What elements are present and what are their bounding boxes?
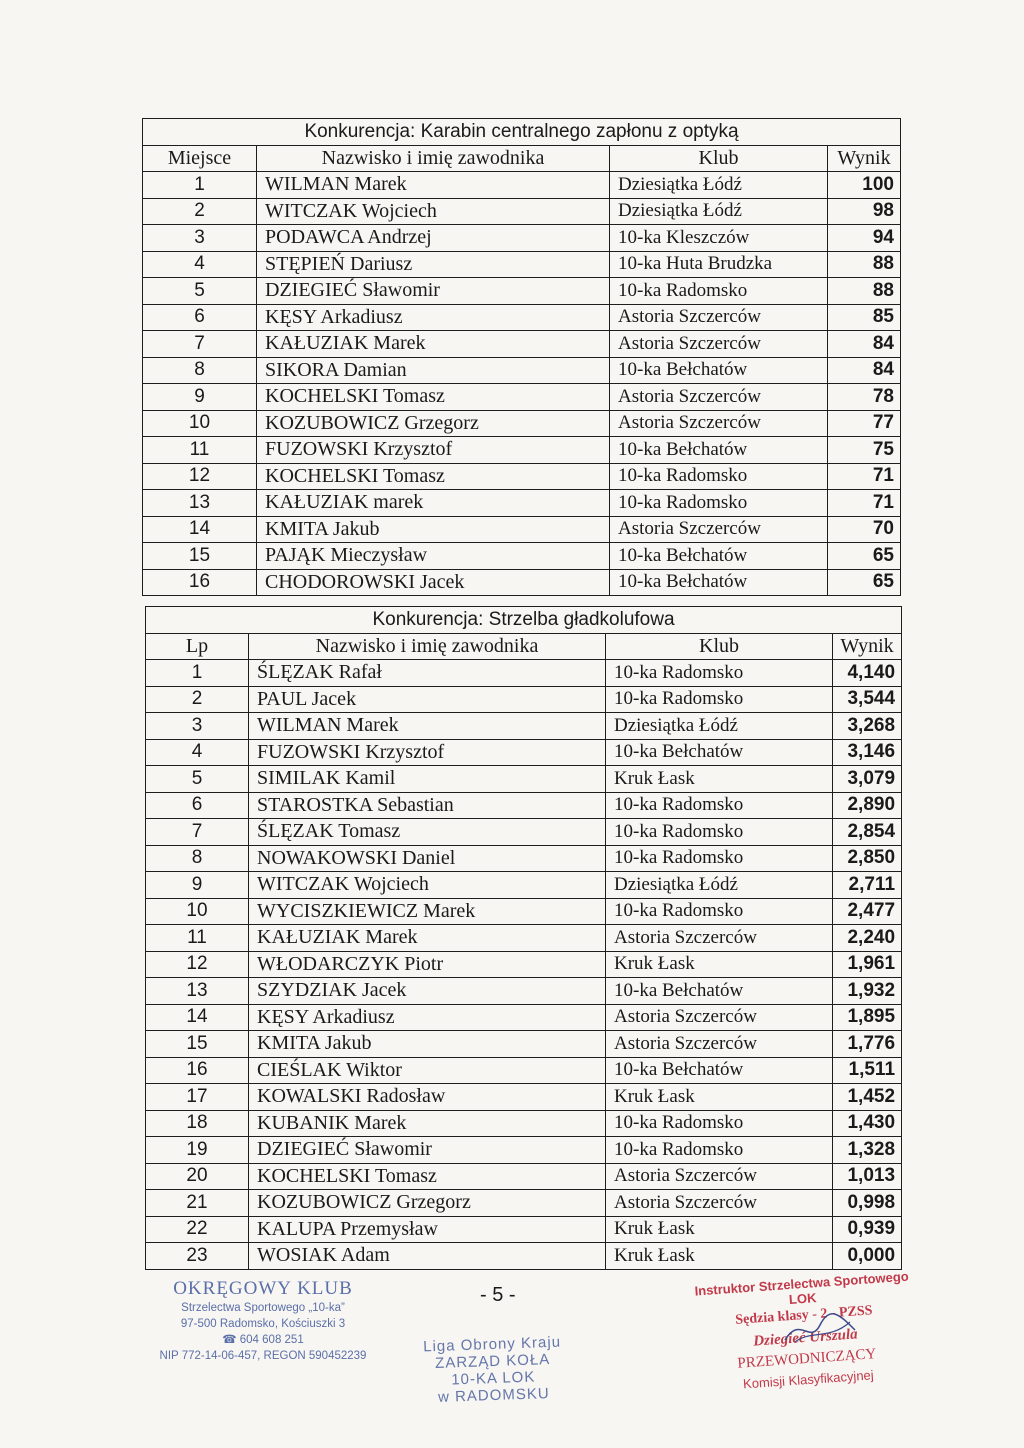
column-header-name: Nazwisko i imię zawodnika (257, 145, 610, 172)
cell-name: WŁODARCZYK Piotr (249, 951, 606, 978)
cell-club: Astoria Szczerców (606, 1004, 833, 1031)
table-row (143, 437, 901, 464)
cell-score: 78 (828, 384, 901, 411)
stamp-line: Komisji Klasyfikacyjnej (742, 1367, 875, 1392)
column-header-name: Nazwisko i imię zawodnika (249, 633, 606, 660)
stamp-line: w RADOMSKU (437, 1385, 550, 1406)
column-header-lp: Lp (146, 633, 249, 660)
cell-club: 10-ka Huta Brudzka (610, 251, 828, 278)
cell-score: 3,544 (833, 686, 902, 713)
table-row (143, 463, 901, 490)
table-row (146, 1137, 902, 1164)
table-row (143, 172, 901, 199)
cell-club: 10-ka Radomsko (606, 1137, 833, 1164)
cell-score: 1,511 (833, 1057, 902, 1084)
cell-score: 0,939 (833, 1216, 902, 1243)
cell-club: 10-ka Radomsko (606, 686, 833, 713)
cell-name: KAŁUZIAK Marek (249, 925, 606, 952)
cell-club: 10-ka Bełchatów (610, 543, 828, 570)
cell-rank: 4 (146, 739, 249, 766)
column-header-score: Wynik (828, 145, 901, 172)
cell-club: Dziesiątka Łódź (606, 713, 833, 740)
cell-score: 2,711 (833, 872, 902, 899)
table-row (146, 1163, 902, 1190)
cell-rank: 23 (146, 1243, 249, 1270)
cell-rank: 15 (146, 1031, 249, 1058)
table-row (143, 225, 901, 252)
table-row (146, 1057, 902, 1084)
cell-rank: 10 (146, 898, 249, 925)
cell-club: Kruk Łask (606, 1243, 833, 1270)
table-row (146, 951, 902, 978)
cell-name: NOWAKOWSKI Daniel (249, 845, 606, 872)
cell-club: Kruk Łask (606, 1216, 833, 1243)
table-row (146, 819, 902, 846)
cell-club: 10-ka Radomsko (610, 463, 828, 490)
cell-name: WILMAN Marek (249, 713, 606, 740)
cell-name: KOCHELSKI Tomasz (249, 1163, 606, 1190)
cell-club: Dziesiątka Łódź (606, 872, 833, 899)
cell-name: FUZOWSKI Krzysztof (249, 739, 606, 766)
cell-name: KOCHELSKI Tomasz (257, 384, 610, 411)
table-row (143, 304, 901, 331)
table-row (143, 516, 901, 543)
cell-name: WITCZAK Wojciech (257, 198, 610, 225)
cell-name: ŚLĘZAK Tomasz (249, 819, 606, 846)
cell-rank: 19 (146, 1137, 249, 1164)
cell-rank: 11 (146, 925, 249, 952)
cell-rank: 12 (143, 463, 257, 490)
cell-score: 1,932 (833, 978, 902, 1005)
cell-score: 2,854 (833, 819, 902, 846)
cell-score: 65 (828, 543, 901, 570)
cell-rank: 22 (146, 1216, 249, 1243)
cell-score: 85 (828, 304, 901, 331)
table-row (146, 792, 902, 819)
cell-name: SZYDZIAK Jacek (249, 978, 606, 1005)
cell-name: PODAWCA Andrzej (257, 225, 610, 252)
table-row (146, 872, 902, 899)
stamp-line: Strzelectwa Sportowego „10-ka” (181, 1302, 345, 1314)
column-header-club: Klub (610, 145, 828, 172)
cell-club: Astoria Szczerców (610, 331, 828, 358)
club-stamp (138, 1278, 388, 1364)
cell-score: 2,890 (833, 792, 902, 819)
table-row (146, 845, 902, 872)
cell-club: Kruk Łask (606, 766, 833, 793)
cell-name: DZIEGIEĆ Sławomir (257, 278, 610, 305)
stamp-line: Dziegieć Urszula (752, 1326, 859, 1350)
cell-name: FUZOWSKI Krzysztof (257, 437, 610, 464)
signature-mark (780, 1310, 860, 1350)
cell-name: KOWALSKI Radosław (249, 1084, 606, 1111)
table-row (146, 1031, 902, 1058)
cell-rank: 13 (143, 490, 257, 517)
cell-club: 10-ka Bełchatów (610, 357, 828, 384)
results-table-rifle (142, 118, 901, 596)
cell-name: WYCISZKIEWICZ Marek (249, 898, 606, 925)
cell-rank: 1 (146, 660, 249, 687)
cell-score: 2,240 (833, 925, 902, 952)
cell-name: WOSIAK Adam (249, 1243, 606, 1270)
cell-rank: 20 (146, 1163, 249, 1190)
table-row (146, 898, 902, 925)
stamp-line: 10-KA LOK (450, 1368, 536, 1389)
cell-club: Astoria Szczerców (610, 410, 828, 437)
cell-score: 1,013 (833, 1163, 902, 1190)
cell-rank: 4 (143, 251, 257, 278)
cell-club: Astoria Szczerców (606, 1031, 833, 1058)
stamp-line: OKRĘGOWY KLUB (173, 1278, 353, 1299)
cell-name: KAŁUZIAK Marek (257, 331, 610, 358)
cell-score: 100 (828, 172, 901, 199)
cell-club: 10-ka Radomsko (606, 845, 833, 872)
cell-name: CHODOROWSKI Jacek (257, 569, 610, 596)
table-row (146, 978, 902, 1005)
cell-score: 94 (828, 225, 901, 252)
cell-name: KOZUBOWICZ Grzegorz (257, 410, 610, 437)
cell-club: 10-ka Radomsko (610, 278, 828, 305)
results-table-shotgun (145, 606, 902, 1270)
cell-name: KĘSY Arkadiusz (257, 304, 610, 331)
table-row (146, 1110, 902, 1137)
table-row (143, 251, 901, 278)
cell-rank: 8 (143, 357, 257, 384)
cell-rank: 17 (146, 1084, 249, 1111)
table-row (146, 739, 902, 766)
cell-club: 10-ka Bełchatów (606, 978, 833, 1005)
stamp-line: PRZEWODNICZĄCY (736, 1346, 877, 1372)
cell-score: 88 (828, 278, 901, 305)
page-number: - 5 - (480, 1284, 516, 1306)
cell-club: Kruk Łask (606, 951, 833, 978)
cell-name: KMITA Jakub (257, 516, 610, 543)
cell-score: 70 (828, 516, 901, 543)
table-row (146, 925, 902, 952)
table-row (146, 660, 902, 687)
cell-club: 10-ka Radomsko (610, 490, 828, 517)
cell-rank: 10 (143, 410, 257, 437)
cell-club: 10-ka Bełchatów (606, 739, 833, 766)
cell-name: KOCHELSKI Tomasz (257, 463, 610, 490)
column-header-club: Klub (606, 633, 833, 660)
cell-rank: 8 (146, 845, 249, 872)
cell-rank: 6 (146, 792, 249, 819)
cell-club: 10-ka Bełchatów (610, 569, 828, 596)
cell-club: Astoria Szczerców (606, 925, 833, 952)
table-row (146, 1084, 902, 1111)
column-header-score: Wynik (833, 633, 902, 660)
cell-score: 3,146 (833, 739, 902, 766)
table-row (146, 1190, 902, 1217)
cell-rank: 2 (143, 198, 257, 225)
stamp-line: 97-500 Radomsko, Kościuszki 3 (180, 1318, 346, 1330)
cell-name: KUBANIK Marek (249, 1110, 606, 1137)
cell-name: WILMAN Marek (257, 172, 610, 199)
table-row (143, 410, 901, 437)
cell-club: 10-ka Kleszczów (610, 225, 828, 252)
cell-club: Astoria Szczerców (606, 1190, 833, 1217)
cell-score: 65 (828, 569, 901, 596)
cell-club: Dziesiątka Łódź (610, 172, 828, 199)
cell-name: KMITA Jakub (249, 1031, 606, 1058)
stamp-line: Sędzia klasy - 2 - PZSS (734, 1303, 873, 1328)
cell-name: KOZUBOWICZ Grzegorz (249, 1190, 606, 1217)
table-row (146, 713, 902, 740)
cell-club: 10-ka Radomsko (606, 898, 833, 925)
cell-club: 10-ka Radomsko (606, 819, 833, 846)
cell-name: WITCZAK Wojciech (249, 872, 606, 899)
cell-rank: 21 (146, 1190, 249, 1217)
table-row (146, 766, 902, 793)
stamp-line: ☎ 604 608 251 (222, 1334, 304, 1346)
stamp-line: Instruktor Strzelectwa Sportowego LOK (694, 1268, 910, 1308)
table-row (146, 1243, 902, 1270)
cell-name: CIEŚLAK Wiktor (249, 1057, 606, 1084)
table-title: Konkurencja: Strzelba gładkolufowa (146, 607, 902, 634)
cell-score: 1,430 (833, 1110, 902, 1137)
cell-score: 1,895 (833, 1004, 902, 1031)
cell-club: 10-ka Radomsko (606, 792, 833, 819)
cell-score: 3,268 (833, 713, 902, 740)
lok-stamp (397, 1333, 589, 1408)
table-row (143, 357, 901, 384)
cell-name: STAROSTKA Sebastian (249, 792, 606, 819)
cell-name: PAJĄK Mieczysław (257, 543, 610, 570)
cell-rank: 9 (146, 872, 249, 899)
cell-rank: 18 (146, 1110, 249, 1137)
cell-score: 2,850 (833, 845, 902, 872)
cell-score: 75 (828, 437, 901, 464)
table-body (146, 660, 902, 1270)
table-row (146, 686, 902, 713)
cell-name: SIKORA Damian (257, 357, 610, 384)
table-row (143, 198, 901, 225)
cell-club: Astoria Szczerców (610, 384, 828, 411)
cell-rank: 7 (146, 819, 249, 846)
table-row (143, 384, 901, 411)
cell-score: 71 (828, 463, 901, 490)
cell-name: DZIEGIEĆ Sławomir (249, 1137, 606, 1164)
cell-name: KALUPA Przemysław (249, 1216, 606, 1243)
cell-score: 71 (828, 490, 901, 517)
cell-score: 2,477 (833, 898, 902, 925)
cell-club: Dziesiątka Łódź (610, 198, 828, 225)
stamp-line: Liga Obrony Kraju (422, 1333, 562, 1356)
cell-name: PAUL Jacek (249, 686, 606, 713)
cell-rank: 15 (143, 543, 257, 570)
cell-rank: 5 (143, 278, 257, 305)
cell-name: STĘPIEŃ Dariusz (257, 251, 610, 278)
cell-score: 88 (828, 251, 901, 278)
cell-score: 4,140 (833, 660, 902, 687)
cell-rank: 14 (146, 1004, 249, 1031)
cell-name: KAŁUZIAK marek (257, 490, 610, 517)
cell-club: Astoria Szczerców (610, 304, 828, 331)
cell-score: 1,776 (833, 1031, 902, 1058)
cell-rank: 16 (146, 1057, 249, 1084)
cell-club: 10-ka Radomsko (606, 660, 833, 687)
cell-club: 10-ka Bełchatów (606, 1057, 833, 1084)
table-row (143, 490, 901, 517)
table-row (146, 1004, 902, 1031)
table-row (143, 278, 901, 305)
table-row (143, 543, 901, 570)
cell-score: 98 (828, 198, 901, 225)
cell-rank: 2 (146, 686, 249, 713)
cell-club: 10-ka Radomsko (606, 1110, 833, 1137)
cell-rank: 14 (143, 516, 257, 543)
cell-rank: 5 (146, 766, 249, 793)
table-body (143, 172, 901, 596)
cell-score: 1,452 (833, 1084, 902, 1111)
table-row (143, 331, 901, 358)
cell-club: Astoria Szczerców (606, 1163, 833, 1190)
stamp-line: NIP 772-14-06-457, REGON 590452239 (159, 1350, 367, 1362)
cell-rank: 1 (143, 172, 257, 199)
cell-rank: 3 (146, 713, 249, 740)
cell-rank: 3 (143, 225, 257, 252)
cell-rank: 13 (146, 978, 249, 1005)
cell-score: 0,998 (833, 1190, 902, 1217)
table-row (143, 569, 901, 596)
cell-score: 1,961 (833, 951, 902, 978)
cell-rank: 7 (143, 331, 257, 358)
cell-score: 1,328 (833, 1137, 902, 1164)
table-title: Konkurencja: Karabin centralnego zapłonu z optyką (143, 119, 901, 146)
column-header-place: Miejsce (143, 145, 257, 172)
stamp-line: ZARZĄD KOŁA (434, 1351, 551, 1373)
cell-name: ŚLĘZAK Rafał (249, 660, 606, 687)
cell-club: Kruk Łask (606, 1084, 833, 1111)
table-row (146, 1216, 902, 1243)
cell-name: SIMILAK Kamil (249, 766, 606, 793)
cell-name: KĘSY Arkadiusz (249, 1004, 606, 1031)
cell-rank: 16 (143, 569, 257, 596)
cell-score: 84 (828, 357, 901, 384)
cell-score: 3,079 (833, 766, 902, 793)
cell-rank: 11 (143, 437, 257, 464)
cell-rank: 9 (143, 384, 257, 411)
cell-club: 10-ka Bełchatów (610, 437, 828, 464)
cell-score: 77 (828, 410, 901, 437)
cell-score: 84 (828, 331, 901, 358)
cell-rank: 12 (146, 951, 249, 978)
cell-club: Astoria Szczerców (610, 516, 828, 543)
cell-rank: 6 (143, 304, 257, 331)
cell-score: 0,000 (833, 1243, 902, 1270)
